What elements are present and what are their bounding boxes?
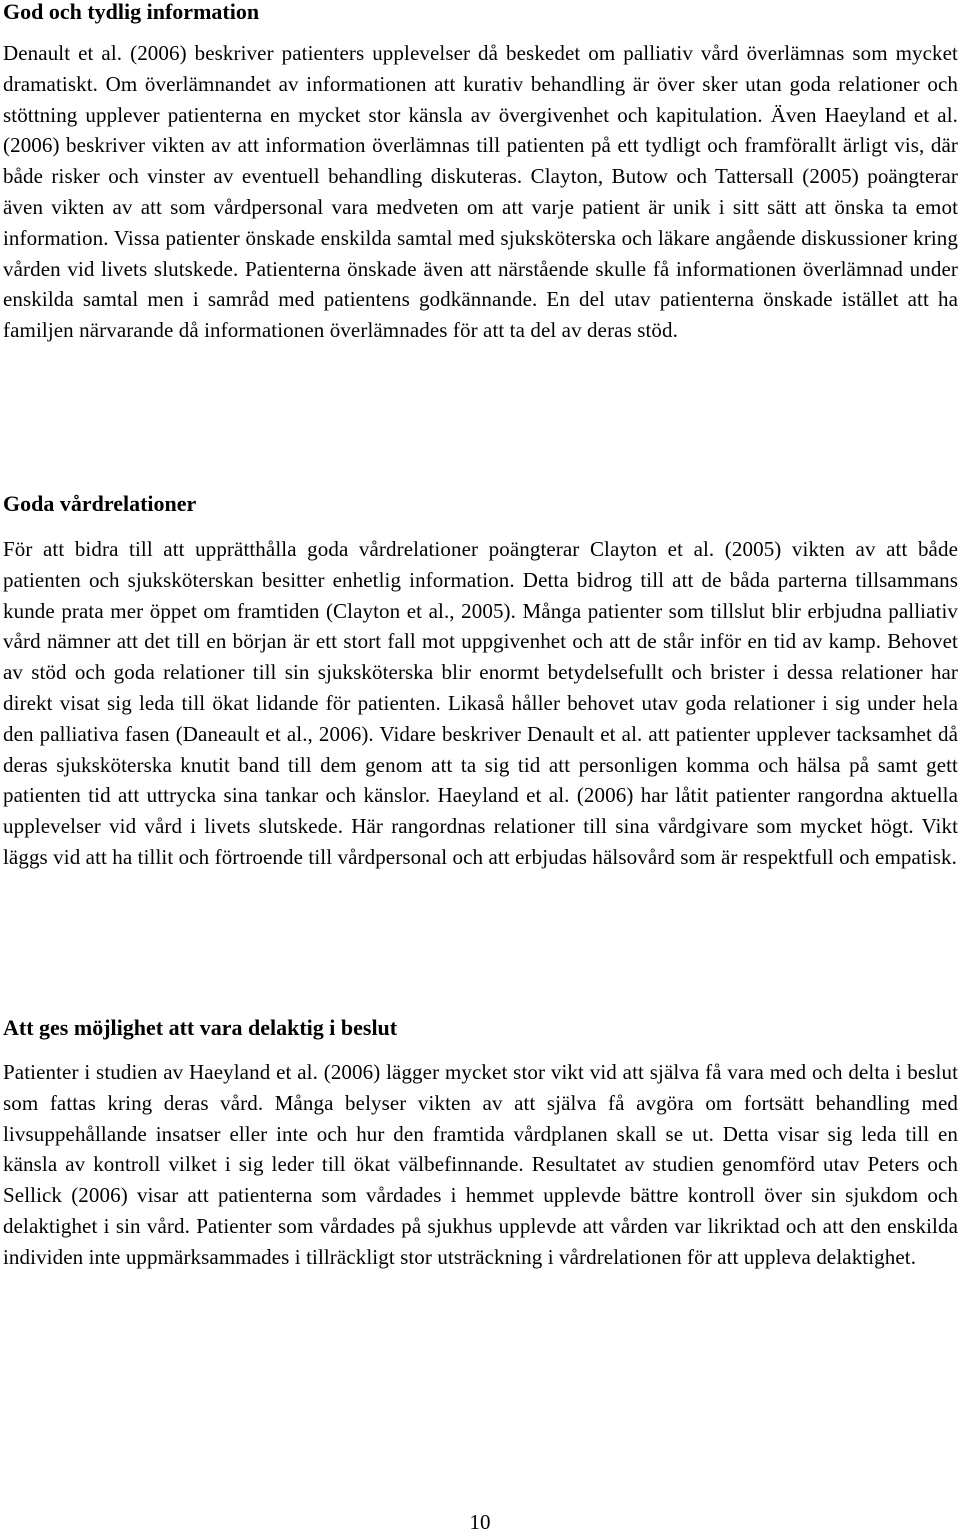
section-paragraph: Patienter i studien av Haeyland et al. (2006) lägger mycket stor vikt vid att själva få vara med och delta i beslut som fattas kring deras vård. Många belyser vikten av att själva få avgöra om fortsätt behandling med livsuppehållande insatser eller inte och hur den framtida vårdplanen skall se ut. Detta visar sig leda till en känsla av kontroll vilket i sig leder till ökat välbefinnande. Resultatet av studien genomförd utav Peters och Sellick (2006) visar att patienterna som vårdades i hemmet upplevde bättre kontroll över sin sjukdom och delaktighet i sin vård. Patienter som vårdades på sjukhus upplevde att vården var likriktad och att den enskilda individen inte uppmärksammades i tillräckligt stor utsträckning i vårdrelationen för att uppleva delaktighet. bbox=[3, 1060, 958, 1269]
page-number: 10 bbox=[469, 1510, 491, 1534]
section-heading: Goda vårdrelationer bbox=[3, 491, 197, 516]
section-information bbox=[3, 0, 958, 346]
section-heading: Att ges möjlighet att vara delaktig i beslut bbox=[3, 1015, 398, 1040]
section-paragraph: Denault et al. (2006) beskriver patienters upplevelser då beskedet om palliativ vård överlämnas som mycket dramatiskt. Om överlämnandet av informationen att kurativ behandling är över sker utan goda relationer och stöttning upplever patienterna en mycket stor känsla av övergivenhet och kapitulation. Även Haeyland et al. (2006) beskriver vikten av att information överlämnas till patienten på ett tydligt och framförallt ärligt vis, där både risker och vinster av eventuell behandling diskuteras. Clayton, Butow och Tattersall (2005) poängterar även vikten av att som vårdpersonal vara medveten om att varje patient är unik i sitt sätt att önska ta emot information. Vissa patienter önskade enskilda samtal med sjuksköterska och läkare angående diskussioner kring vården vid livets slutskede. Patienterna önskade även att närstående skulle få informationen överlämnad under enskilda samtal men i samråd med patientens godkännande. En del utav patienterna önskade istället att ha familjen närvarande då informationen överlämnades för att ta del av deras stöd. bbox=[3, 41, 958, 343]
section-paragraph: För att bidra till att upprätthålla goda vårdrelationer poängterar Clayton et al. (2005) vikten av att både patienten och sjuksköterskan besitter enhetlig information. Detta bidrog till att de båda parterna tillsammans kunde prata mer öppet om framtiden (Clayton et al., 2005). Många patienter som tillslut blir erbjudna palliativ vård nämner att det till en början är ett stort fall mot uppgivenhet och att de står inför en tid av kamp. Behovet av stöd och goda relationer till sin sjuksköterska blir enormt betydelsefullt och brister i dessa relationer har direkt visat sig leda till ökat lidande för patienten. Likaså håller behovet utav goda relationer i sig under hela den palliativa fasen (Daneault et al., 2006). Vidare beskriver Denault et al. att patienter upplever tacksamhet då deras sjuksköterska knutit band till dem genom att ta sig tid att personligen komma och hälsa på samt gett patienten tid att uttrycka sina tankar och känslor. Haeyland et al. (2006) har låtit patienter rangordna aktuella upplevelser vid vård i livets slutskede. Här rangordnas relationer till sina vårdgivare som mycket högt. Vikt läggs vid att ha tillit och förtroende till vårdpersonal och att erbjudas hälsovård som är respektfull och empatisk. bbox=[3, 537, 958, 869]
section-heading: God och tydlig information bbox=[3, 0, 260, 24]
section-delaktighet bbox=[3, 1016, 958, 1273]
section-vardrelationer bbox=[3, 492, 958, 873]
